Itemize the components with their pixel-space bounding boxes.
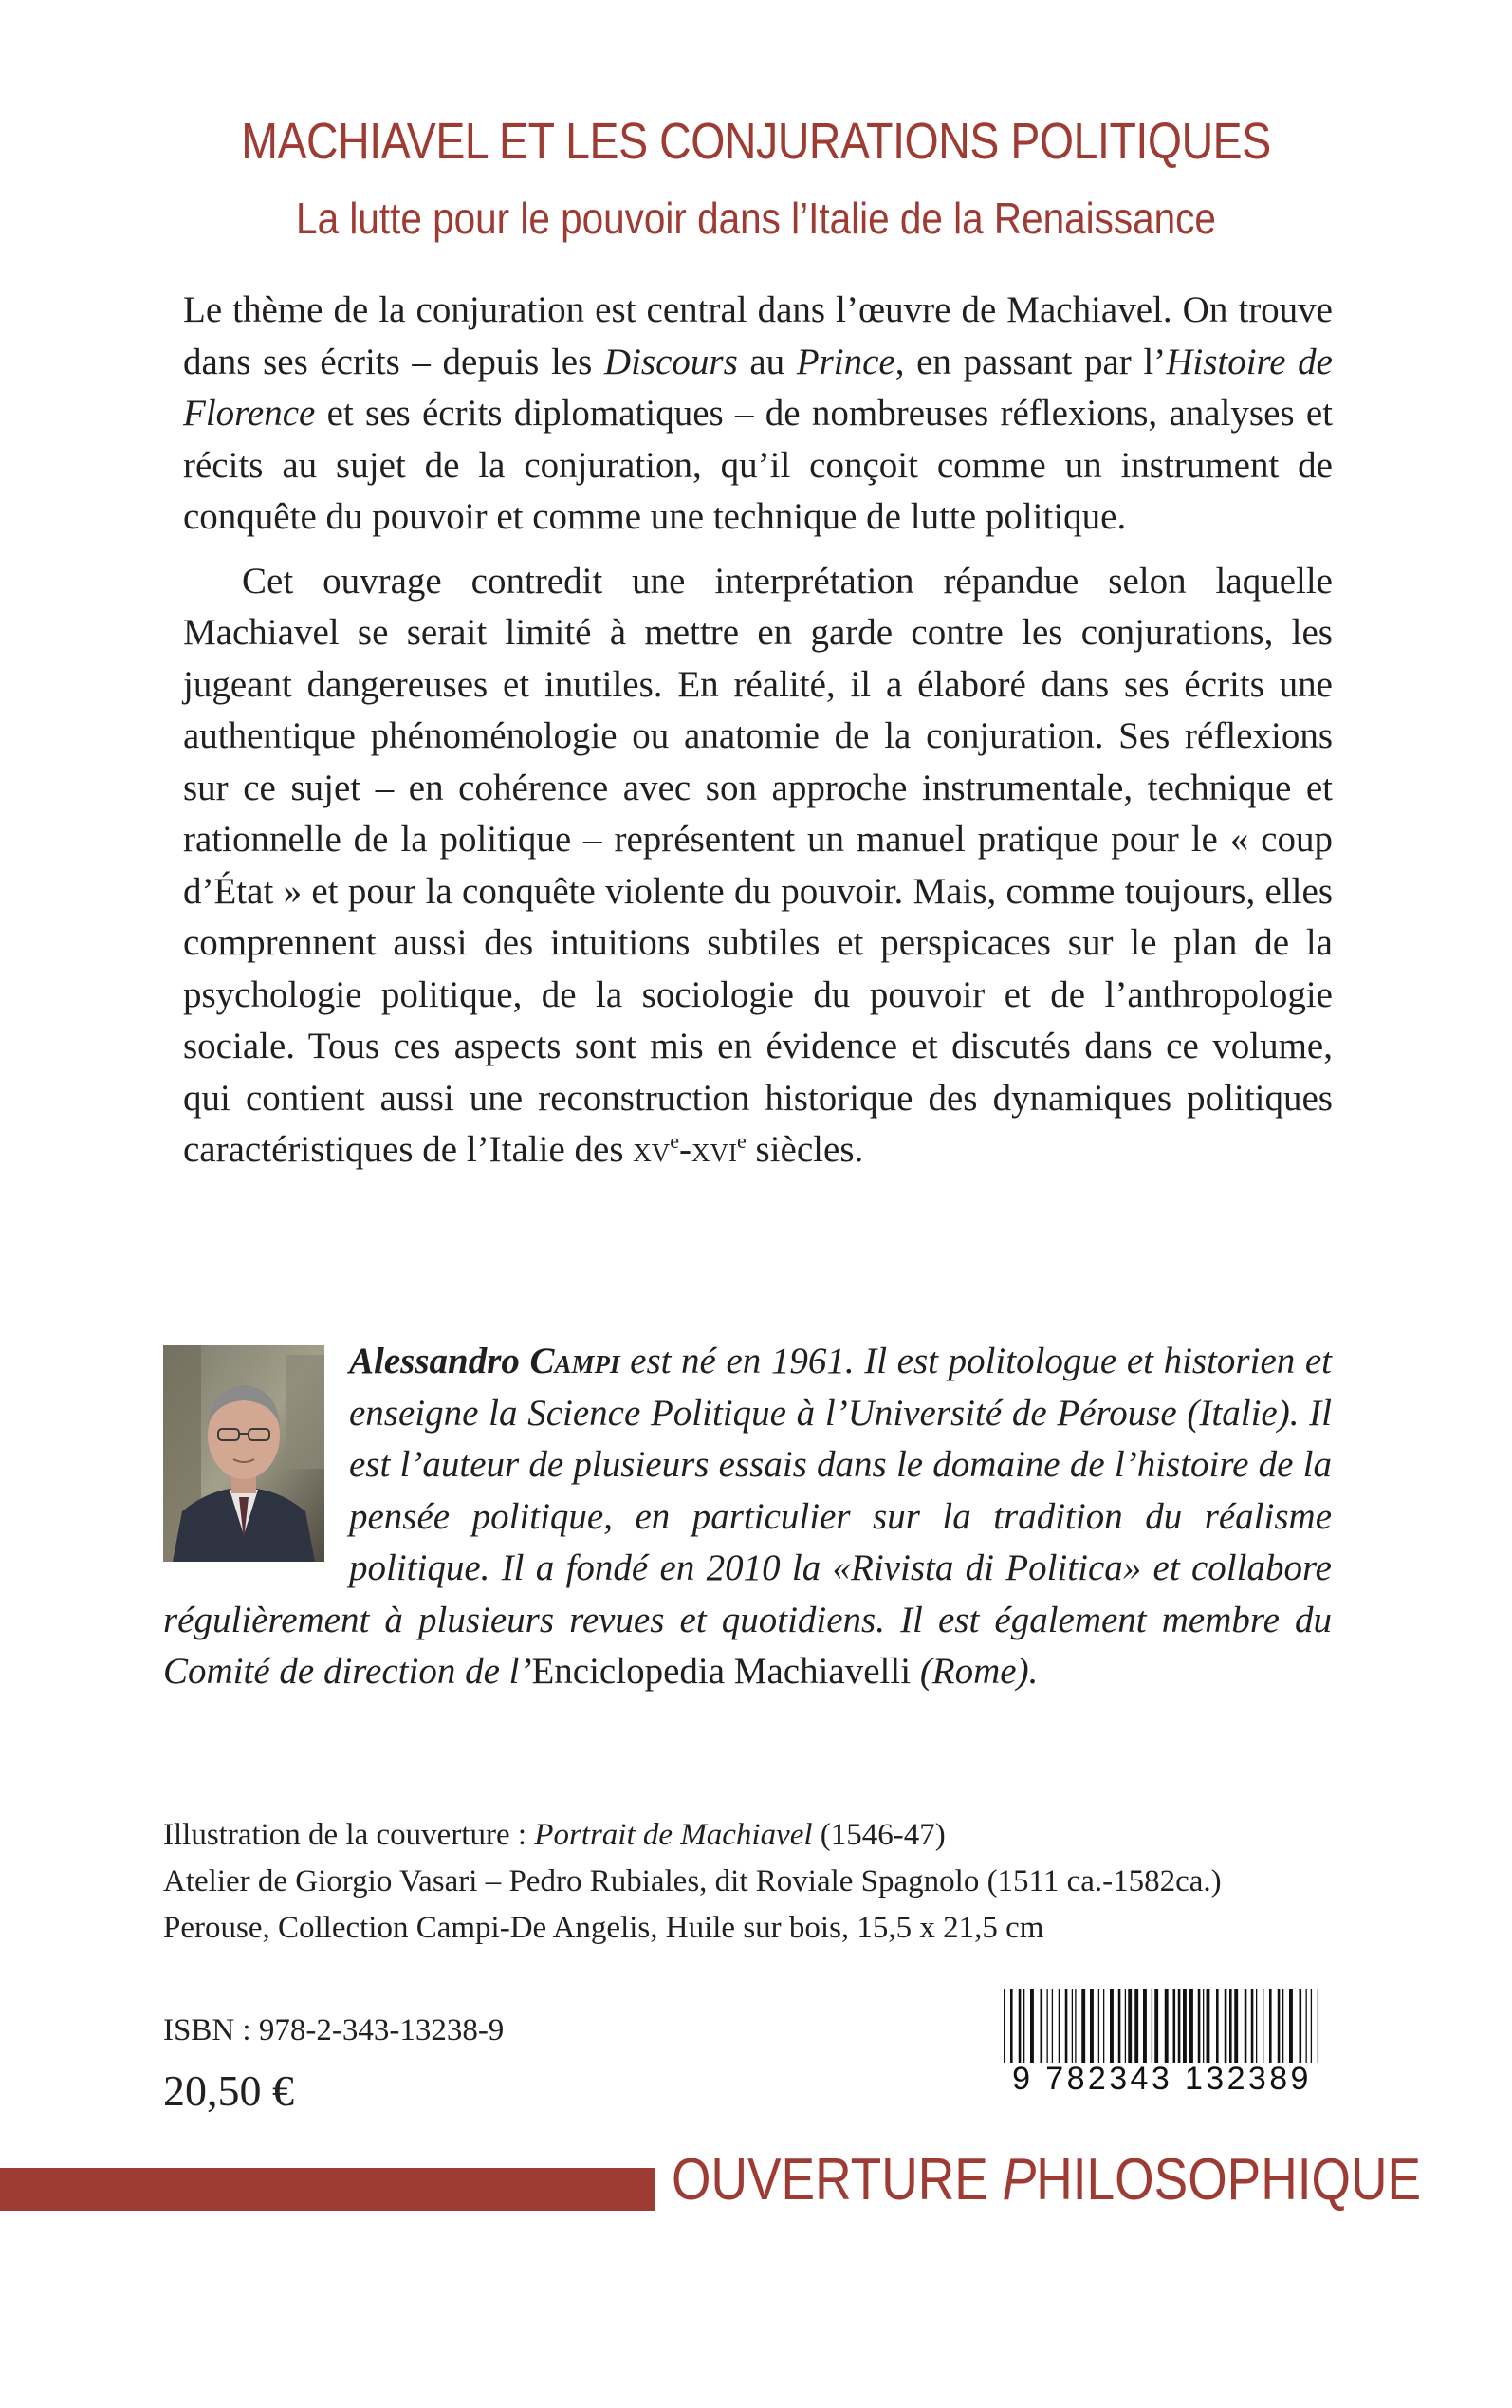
work-title-discours: Discours <box>603 341 738 382</box>
text-run: , en passant par l’ <box>894 341 1167 382</box>
barcode-bar <box>1143 1989 1147 2063</box>
credit-line-2: Atelier de Giorgio Vasari – Pedro Rubiales, dit Roviale Spagnolo (1511 ca.-1582ca.) <box>163 1864 1222 1899</box>
barcode-bar <box>1198 1989 1201 2063</box>
barcode-bar <box>1251 1989 1254 2063</box>
barcode-bar <box>1072 1989 1073 2063</box>
author-first-name: Alessandro <box>349 1341 520 1381</box>
barcode-bar <box>1282 1989 1283 2063</box>
barcode <box>1002 1989 1328 2131</box>
barcode-bar <box>1023 1989 1024 2063</box>
text-run: Le thème de la conjuration est central dans l’œuvre de Machiavel. On trouve dans ses écrits – depuis les <box>183 289 1333 382</box>
barcode-bar <box>1154 1989 1158 2063</box>
summary-paragraph-1 <box>183 285 1333 544</box>
barcode-bar <box>1090 1989 1094 2063</box>
barcode-bar <box>1052 1989 1053 2063</box>
credit-artwork-title: Portrait de Machiavel <box>534 1818 813 1852</box>
barcode-bar <box>1075 1989 1076 2063</box>
barcode-bar <box>1118 1989 1121 2063</box>
text-run: et ses écrits diplomatiques – de nombreuses réflexions, analyses et récits au sujet de la conjuration, qu’il conçoit comme un instrument de conquête du pouvoir et comme une technique de lutte politique. <box>183 393 1333 537</box>
barcode-bar <box>1010 1989 1013 2063</box>
barcode-bar <box>1128 1989 1132 2063</box>
barcode-bar <box>1110 1989 1114 2063</box>
collection-name-part: OUVERTURE <box>672 2147 1003 2213</box>
barcode-bar <box>1165 1989 1169 2063</box>
bio-text: est né en 1961. Il est politologue et historien et enseigne la Science Politique à l’Université de Pérouse (Italie). Il est l’auteur de plusieurs essais dans le domaine de l’histoire de la pensée politique, en particulier sur la tradition du réalisme politique. Il a fondé en 2010 la «Rivista di Politica» et collabore régulièrement à plusieurs revues et quotidiens. Il est également membre du Comité de direction de l’ <box>163 1341 1333 1692</box>
barcode-bar <box>1229 1989 1232 2063</box>
credit-line-1 <box>163 1812 1396 1859</box>
credit-text: Illustration de la couverture : <box>163 1818 535 1852</box>
text-run: Cet ouvrage contredit une interprétation répandue selon laquelle Machiavel se serait limité à mettre en garde contre les conjurations, les jugeant dangereuses et inutiles. En réalité, il a élaboré dans ses écrits une authentique phénoménologie ou anatomie de la conjuration. Ses réflexions sur ce sujet – en cohérence avec son approche instrumentale, technique et rationnelle de la politique – représentent un manuel pratique pour le « coup d’État » et pour la conquête violente du pouvoir. Mais, comme toujours, elles comprennent aussi des intuitions subtiles et perspicaces sur le plan de la psychologie politique, de la sociologie du pouvoir et de l’anthropologie sociale. Tous ces aspects sont mis en évidence et discutés dans ce volume, qui contient aussi une reconstruction historique des dynamiques politiques caractéristiques de l’Italie des <box>183 560 1333 1170</box>
barcode-bar <box>1269 1989 1272 2063</box>
superscript: e <box>737 1129 747 1153</box>
photo-spacer <box>163 1336 349 1552</box>
superscript: e <box>670 1129 680 1153</box>
book-subtitle: La lutte pour le pouvoir dans l’Italie de la Renaissance <box>296 194 1216 243</box>
author-last-name: Campi <box>529 1341 620 1381</box>
bio-text: (Rome). <box>911 1651 1039 1692</box>
barcode-bar <box>1207 1989 1210 2063</box>
barcode-digits: 9 782343 132389 <box>1012 2061 1312 2097</box>
barcode-bar <box>1047 1989 1048 2063</box>
text-run: au <box>737 341 797 382</box>
summary-text <box>183 285 1333 1176</box>
collection-name-part: P <box>1002 2147 1037 2213</box>
barcode-bar <box>1134 1989 1138 2063</box>
barcode-bar <box>1300 1989 1302 2063</box>
author-bio <box>163 1336 1332 1698</box>
barcode-bar <box>1041 1989 1043 2063</box>
bio-encyclopedia: Enciclopedia Machiavelli <box>531 1651 912 1692</box>
text-run: - <box>679 1129 692 1170</box>
barcode-bar <box>1278 1989 1281 2063</box>
collection-name <box>672 2146 1422 2214</box>
barcode-bar <box>1216 1989 1219 2063</box>
barcode-bar <box>1245 1989 1247 2063</box>
barcode-bar <box>1103 1989 1104 2063</box>
barcode-bar <box>1065 1989 1068 2063</box>
barcode-bar <box>1004 1989 1005 2063</box>
barcode-bar <box>1225 1989 1227 2063</box>
barcode-bar <box>1256 1989 1257 2063</box>
collection-accent-bar <box>0 2168 655 2211</box>
barcode-bar <box>1306 1989 1307 2063</box>
barcode-bar <box>1059 1989 1060 2063</box>
price: 20,50 € <box>163 2066 294 2115</box>
barcode-bar <box>1098 1989 1099 2063</box>
collection-name-part: HILOSOPHIQUE <box>1036 2147 1422 2213</box>
isbn: ISBN : 978-2-343-13238-9 <box>163 2013 505 2047</box>
barcode-bar <box>1081 1989 1085 2063</box>
summary-paragraph-2 <box>183 556 1333 1176</box>
book-title: MACHIAVEL ET LES CONJURATIONS POLITIQUES <box>241 113 1271 170</box>
work-title-histoire: Histoire de Florence <box>183 341 1333 434</box>
cover-credits <box>163 1812 1396 1952</box>
barcode-bar <box>1183 1989 1187 2063</box>
barcode-bar <box>1203 1989 1204 2063</box>
century-xv: xv <box>633 1129 671 1170</box>
credit-line-3: Perouse, Collection Campi-De Angelis, Huile sur bois, 15,5 x 21,5 cm <box>163 1911 1044 1945</box>
barcode-bar <box>1030 1989 1034 2063</box>
barcode-bar <box>1173 1989 1176 2063</box>
barcode-bar <box>1189 1989 1193 2063</box>
credit-text: (1546-47) <box>812 1818 946 1852</box>
barcode-bar <box>1019 1989 1022 2063</box>
barcode-bar <box>1289 1989 1293 2063</box>
barcode-bar <box>1178 1989 1181 2063</box>
text-run: siècles. <box>746 1129 864 1170</box>
barcode-bar <box>1311 1989 1312 2063</box>
barcode-bars <box>1002 1989 1328 2063</box>
barcode-bar <box>1234 1989 1238 2063</box>
barcode-bar <box>1125 1989 1126 2063</box>
work-title-prince: Prince <box>796 341 895 382</box>
century-xvi: xvi <box>691 1129 738 1170</box>
